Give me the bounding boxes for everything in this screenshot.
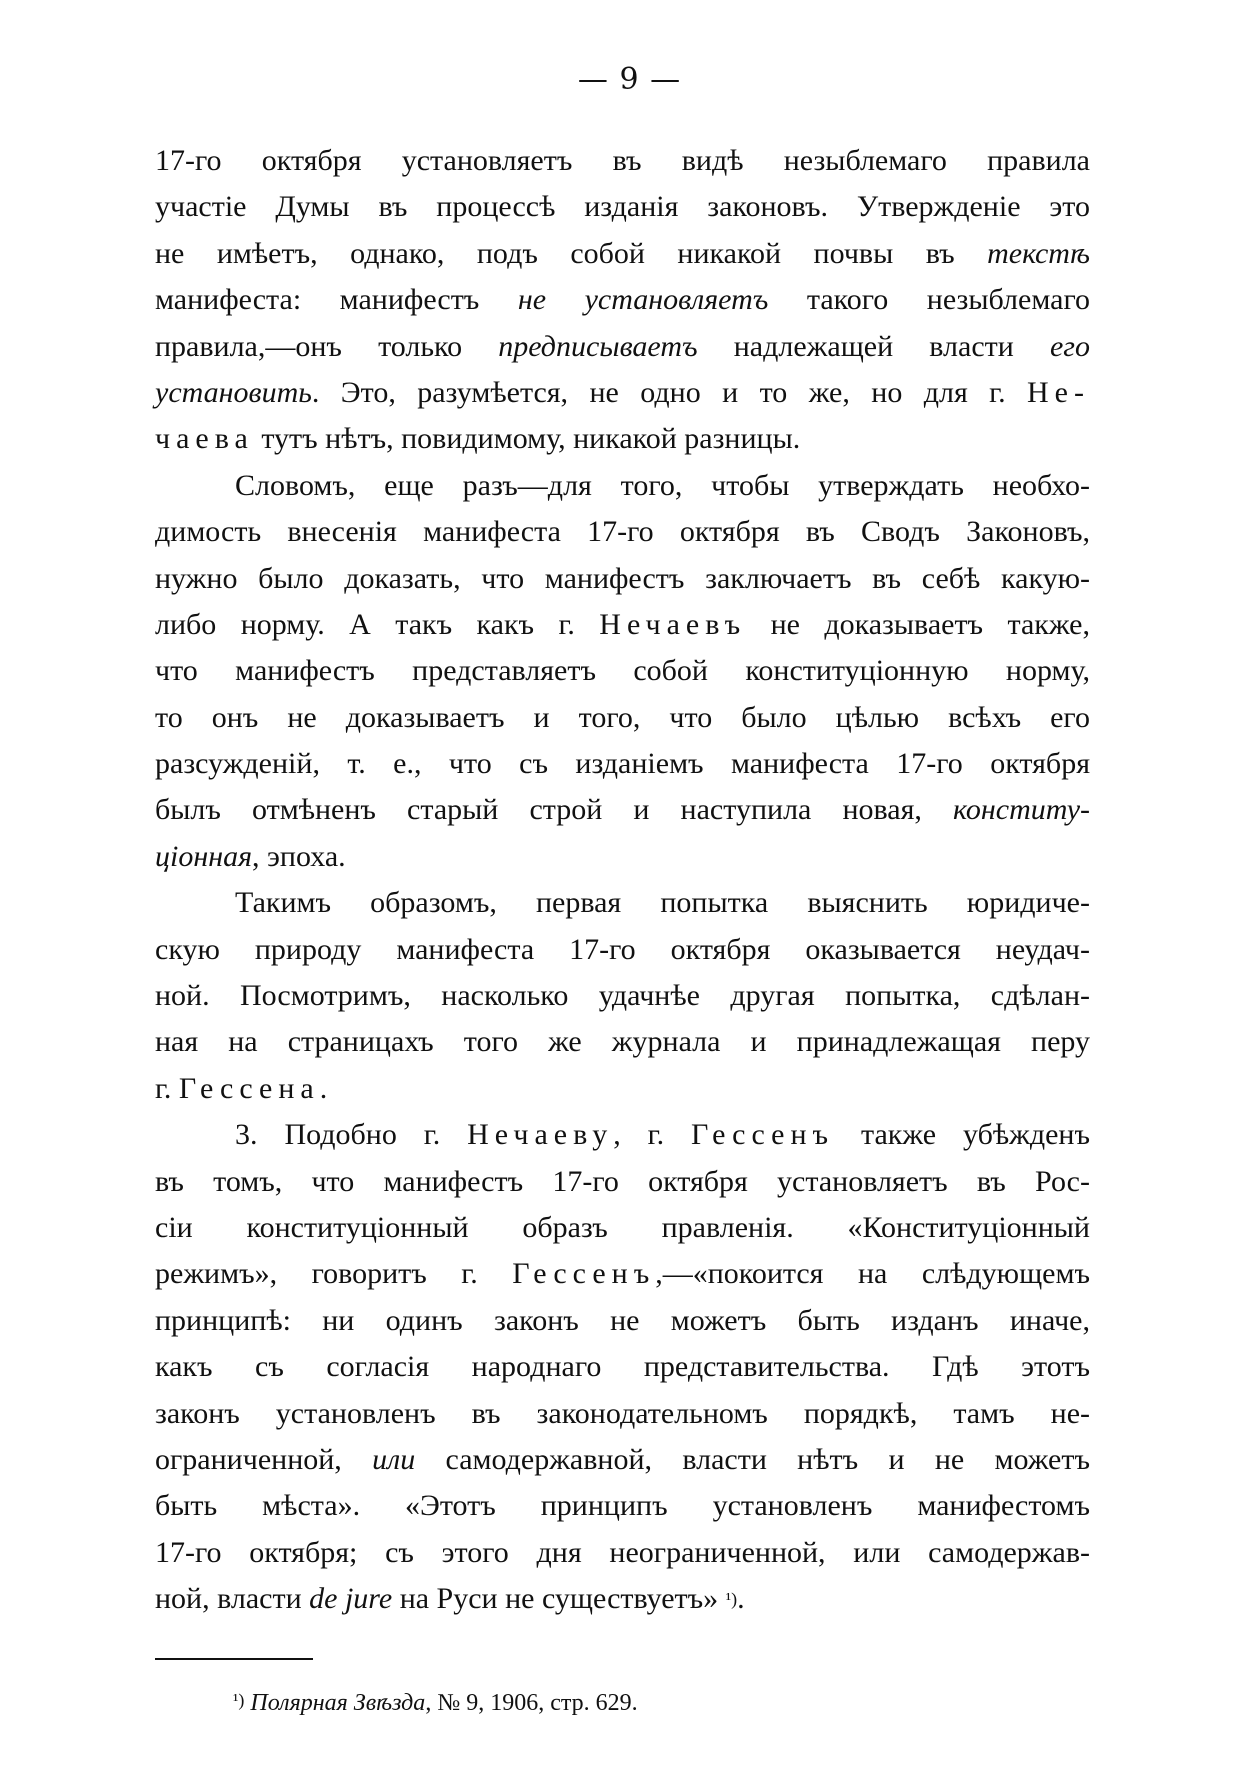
spaced-run: Гессена. bbox=[178, 1071, 334, 1105]
footnote-divider bbox=[155, 1658, 313, 1660]
text-run: , г. bbox=[613, 1118, 692, 1152]
text-run: тутъ нѣтъ, повидимому, никакой разницы. bbox=[253, 422, 801, 456]
italic-run: предписываетъ bbox=[498, 329, 698, 363]
italic-run: ціонная bbox=[155, 839, 253, 873]
text-line bbox=[155, 324, 1090, 370]
italic-run: установить bbox=[155, 375, 312, 409]
text-run: принципѣ: ни одинъ законъ не можетъ быть изданъ иначе, bbox=[155, 1303, 1090, 1337]
text-line bbox=[155, 1437, 1090, 1483]
text-line bbox=[155, 1298, 1090, 1344]
text-run: г. bbox=[155, 1071, 179, 1105]
text-run: какъ съ согласія народнаго представительства. Гдѣ этотъ bbox=[155, 1350, 1090, 1384]
text-run: правила,—онъ только bbox=[155, 329, 499, 363]
text-run: быть мѣста». «Этотъ принципъ установленъ манифестомъ bbox=[155, 1489, 1090, 1523]
spaced-run: чаева bbox=[155, 422, 254, 456]
footnote bbox=[233, 1690, 638, 1717]
spaced-run: Гессенъ bbox=[691, 1118, 835, 1152]
text-run: ной. Посмотримъ, насколько удачнѣе другая попытка, сдѣлан- bbox=[155, 979, 1090, 1013]
text-run: надлежащей власти bbox=[697, 329, 1050, 363]
text-line bbox=[155, 834, 1090, 880]
text-run: скую природу манифеста 17-го октября оказывается неудач- bbox=[155, 932, 1090, 966]
text-run: также убѣжденъ bbox=[834, 1118, 1090, 1152]
text-run: . bbox=[737, 1582, 745, 1616]
text-run: либо норму. А такъ какъ г. bbox=[155, 607, 600, 641]
text-line bbox=[155, 138, 1090, 184]
text-line bbox=[155, 695, 1090, 741]
text-run: ная на страницахъ того же журнала и принадлежащая перу bbox=[155, 1025, 1090, 1059]
text-line bbox=[155, 927, 1090, 973]
text-run: самодержавной, власти нѣтъ и не можетъ bbox=[415, 1442, 1091, 1476]
text-run: участіе Думы въ процессѣ изданія законовъ. Утвержденіе это bbox=[155, 190, 1090, 224]
text-run: нужно было доказать, что манифестъ заключаетъ въ себѣ какую- bbox=[155, 561, 1090, 595]
text-run: ной, власти bbox=[155, 1582, 310, 1616]
text-line bbox=[155, 416, 1090, 462]
text-line bbox=[155, 741, 1090, 787]
text-line bbox=[155, 1066, 1090, 1112]
text-run: разсужденій, т. е., что съ изданіемъ манифеста 17-го октября bbox=[155, 747, 1090, 781]
text-run: не доказываетъ также, bbox=[746, 607, 1090, 641]
text-run: ,—«покоится на слѣдующемъ bbox=[655, 1257, 1090, 1291]
italic-run: конститу- bbox=[953, 793, 1090, 827]
text-run: 17-го октября; съ этого дня неограниченной, или самодержав- bbox=[155, 1535, 1090, 1569]
paragraph bbox=[155, 1112, 1090, 1622]
paragraph bbox=[155, 463, 1090, 881]
text-run: димость внесенія манифеста 17-го октября въ Сводъ Законовъ, bbox=[155, 515, 1090, 549]
text-line bbox=[155, 1112, 1090, 1158]
footnote-marker: ¹) bbox=[233, 1690, 245, 1710]
footnote-source: Полярная Звѣзда bbox=[250, 1690, 426, 1716]
text-run: не имѣетъ, однако, подъ собой никакой почвы въ bbox=[155, 236, 988, 270]
italic-run: его bbox=[1049, 329, 1090, 363]
spaced-run: Гессенъ bbox=[512, 1257, 656, 1291]
text-line bbox=[155, 509, 1090, 555]
text-line bbox=[155, 880, 1090, 926]
text-line bbox=[155, 602, 1090, 648]
spaced-run: Нечаевъ bbox=[599, 607, 747, 641]
text-run: былъ отмѣненъ старый строй и наступила новая, bbox=[155, 793, 954, 827]
text-line bbox=[155, 370, 1090, 416]
text-line bbox=[155, 1205, 1090, 1251]
text-line bbox=[155, 1483, 1090, 1529]
text-run: въ томъ, что манифестъ 17-го октября установляетъ въ Рос- bbox=[155, 1164, 1090, 1198]
text-line bbox=[155, 1576, 1090, 1622]
text-run: 17-го октября установляетъ въ видѣ незыблемаго правила bbox=[155, 144, 1090, 177]
italic-run: или bbox=[372, 1442, 416, 1476]
text-line bbox=[155, 1391, 1090, 1437]
paragraph bbox=[155, 138, 1090, 463]
page-number: — 9 — bbox=[577, 62, 682, 97]
footnote-details: , № 9, 1906, стр. 629. bbox=[425, 1690, 638, 1716]
text-run: . Это, разумѣется, не одно и то же, но для г. bbox=[311, 375, 1028, 409]
text-line bbox=[155, 973, 1090, 1019]
text-run: Словомъ, еще разъ—для того, чтобы утверждать необхо- bbox=[235, 468, 1090, 502]
text-run: законъ установленъ въ законодательномъ порядкѣ, тамъ не- bbox=[155, 1396, 1090, 1430]
text-run: 3. Подобно г. bbox=[235, 1118, 468, 1152]
text-run: манифеста: манифестъ bbox=[155, 283, 518, 317]
italic-run: не установляетъ bbox=[517, 283, 769, 317]
spaced-run: Не- bbox=[1027, 375, 1090, 409]
text-line bbox=[155, 648, 1090, 694]
body-text bbox=[155, 138, 1090, 1623]
text-run: , эпоха. bbox=[252, 839, 346, 873]
text-run: ограниченной, bbox=[155, 1442, 373, 1476]
text-line bbox=[155, 277, 1090, 323]
text-line bbox=[155, 1251, 1090, 1297]
text-line bbox=[155, 1344, 1090, 1390]
text-run: то онъ не доказываетъ и того, что было цѣлью всѣхъ его bbox=[155, 700, 1090, 734]
text-line bbox=[155, 787, 1090, 833]
text-run: что манифестъ представляетъ собой конституціонную норму, bbox=[155, 654, 1090, 688]
text-run: режимъ», говоритъ г. bbox=[155, 1257, 513, 1291]
text-run: Такимъ образомъ, первая попытка выяснить юридиче- bbox=[235, 886, 1090, 920]
text-line bbox=[155, 463, 1090, 509]
text-run: на Руси не существуетъ» bbox=[392, 1582, 726, 1616]
text-line bbox=[155, 1159, 1090, 1205]
text-run: такого незыблемаго bbox=[768, 283, 1090, 317]
text-run: сіи конституціонный образъ правленія. «Конституціонный bbox=[155, 1210, 1090, 1244]
text-line bbox=[155, 184, 1090, 230]
text-line bbox=[155, 1530, 1090, 1576]
paragraph bbox=[155, 880, 1090, 1112]
spaced-run: Нечаеву bbox=[467, 1118, 614, 1152]
footnote-reference: ¹) bbox=[725, 1589, 738, 1610]
italic-run: de jure bbox=[309, 1582, 393, 1616]
text-line bbox=[155, 556, 1090, 602]
text-line bbox=[155, 1019, 1090, 1065]
text-line bbox=[155, 231, 1090, 277]
italic-run: текстѣ bbox=[987, 236, 1090, 270]
